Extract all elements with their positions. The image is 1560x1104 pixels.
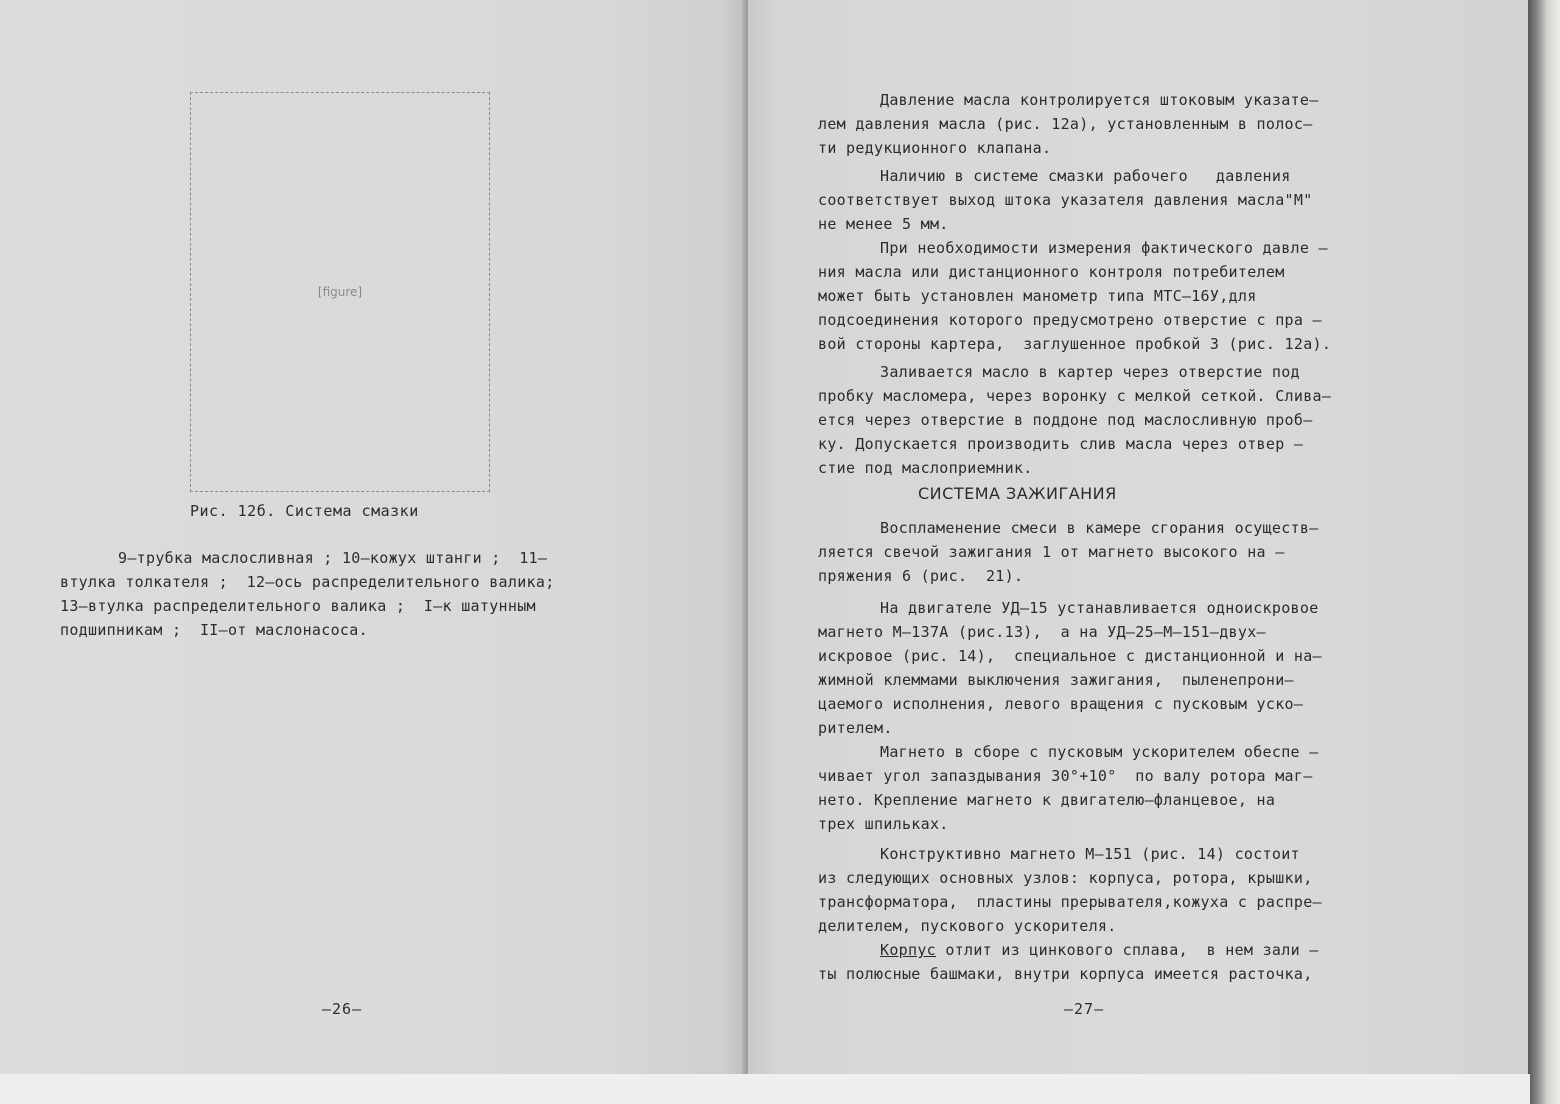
text-line: рителем.: [818, 719, 893, 737]
text-line: искровое (рис. 14), специальное с дистанционной и на–: [818, 647, 1322, 665]
text-line: При необходимости измерения фактического давле –: [880, 239, 1328, 257]
text-line: трансформатора, пластины прерывателя,кожуха с распре–: [818, 893, 1322, 911]
paragraph-magneto-construction: [818, 842, 1428, 938]
text-line: Наличию в системе смазки рабочего давления: [880, 167, 1291, 185]
underlined-term: Корпус: [880, 941, 936, 959]
section-heading: СИСТЕМА ЗАЖИГАНИЯ: [918, 484, 1117, 503]
text-line: соответствует выход штока указателя давления масла"М": [818, 191, 1313, 209]
legend-line: 13–втулка распределительного валика ; I–к шатунным: [60, 597, 536, 615]
text-line: Давление масла контролируется штоковым указате–: [880, 91, 1319, 109]
legend-line: подшипникам ; II–от маслонасоса.: [60, 621, 368, 639]
left-page: [0, 0, 746, 1074]
text-line: ляется свечой зажигания 1 от магнето высокого на –: [818, 543, 1285, 561]
text-fragment: отлит из цинкового сплава, в нем зали –: [936, 941, 1319, 959]
text-line: пряжения 6 (рис. 21).: [818, 567, 1024, 585]
paragraph-housing: [818, 938, 1428, 986]
text-line: чивает угол запаздывания 30°+10° по валу ротора маг–: [818, 767, 1313, 785]
text-line: ется через отверстие в поддоне под маслосливную проб–: [818, 411, 1313, 429]
text-line: подсоединения которого предусмотрено отверстие с пра –: [818, 311, 1322, 329]
text-line: пробку масломера, через воронку с мелкой сеткой. Слива–: [818, 387, 1332, 405]
text-line: делителем, пускового ускорителя.: [818, 917, 1117, 935]
lubrication-system-figure: [figure]: [190, 92, 490, 492]
text-line: Конструктивно магнето М–151 (рис. 14) состоит: [880, 845, 1300, 863]
book-page-edges: [1528, 0, 1560, 1104]
text-line: На двигателе УД–15 устанавливается одноискровое: [880, 599, 1319, 617]
page-number-left: –26–: [322, 1000, 363, 1018]
text-line: вой стороны картера, заглушенное пробкой 3 (рис. 12а).: [818, 335, 1332, 353]
text-line: ку. Допускается производить слив масла через отвер –: [818, 435, 1304, 453]
background-surface: [0, 1074, 1530, 1104]
paragraph-magneto-types: [818, 596, 1428, 740]
text-line: Воспламенение смеси в камере сгорания осуществ–: [880, 519, 1319, 537]
text-line: Магнето в сборе с пусковым ускорителем обеспе –: [880, 743, 1319, 761]
text-line: ты полюсные башмаки, внутри корпуса имеется расточка,: [818, 965, 1313, 983]
text-line: стие под маслоприемник.: [818, 459, 1033, 477]
text-line: трех шпильках.: [818, 815, 949, 833]
text-line: из следующих основных узлов: корпуса, ротора, крышки,: [818, 869, 1313, 887]
paragraph-oil-filling: [818, 360, 1428, 480]
text-line: не менее 5 мм.: [818, 215, 949, 233]
page-number-right: –27–: [1064, 1000, 1105, 1018]
legend-line: втулка толкателя ; 12–ось распределительного валика;: [60, 573, 555, 591]
paragraph-manometer: [818, 236, 1428, 356]
paragraph-pressure-indicator: [818, 164, 1428, 236]
text-line: [818, 938, 1428, 962]
text-line: лем давления масла (рис. 12а), установленным в полос–: [818, 115, 1313, 133]
text-line: ния масла или дистанционного контроля потребителем: [818, 263, 1285, 281]
paragraph-oil-pressure: [818, 88, 1428, 160]
text-line: магнето М–137А (рис.13), а на УД–25–М–151–двух–: [818, 623, 1266, 641]
legend-line: 9–трубка маслосливная ; 10–кожух штанги ; 11–: [118, 549, 548, 567]
figure-caption: Рис. 12б. Система смазки: [190, 502, 419, 520]
paragraph-starting-accelerator: [818, 740, 1428, 836]
text-line: жимной клеммами выключения зажигания, пыленепрони–: [818, 671, 1294, 689]
text-line: может быть установлен манометр типа МТС–16У,для: [818, 287, 1257, 305]
text-line: нето. Крепление магнето к двигателю–фланцевое, на: [818, 791, 1276, 809]
text-line: ти редукционного клапана.: [818, 139, 1052, 157]
text-line: Заливается масло в картер через отверстие под: [880, 363, 1300, 381]
paragraph-ignition: [818, 516, 1428, 588]
figure-legend: [60, 546, 660, 642]
text-line: цаемого исполнения, левого вращения с пусковым уско–: [818, 695, 1304, 713]
